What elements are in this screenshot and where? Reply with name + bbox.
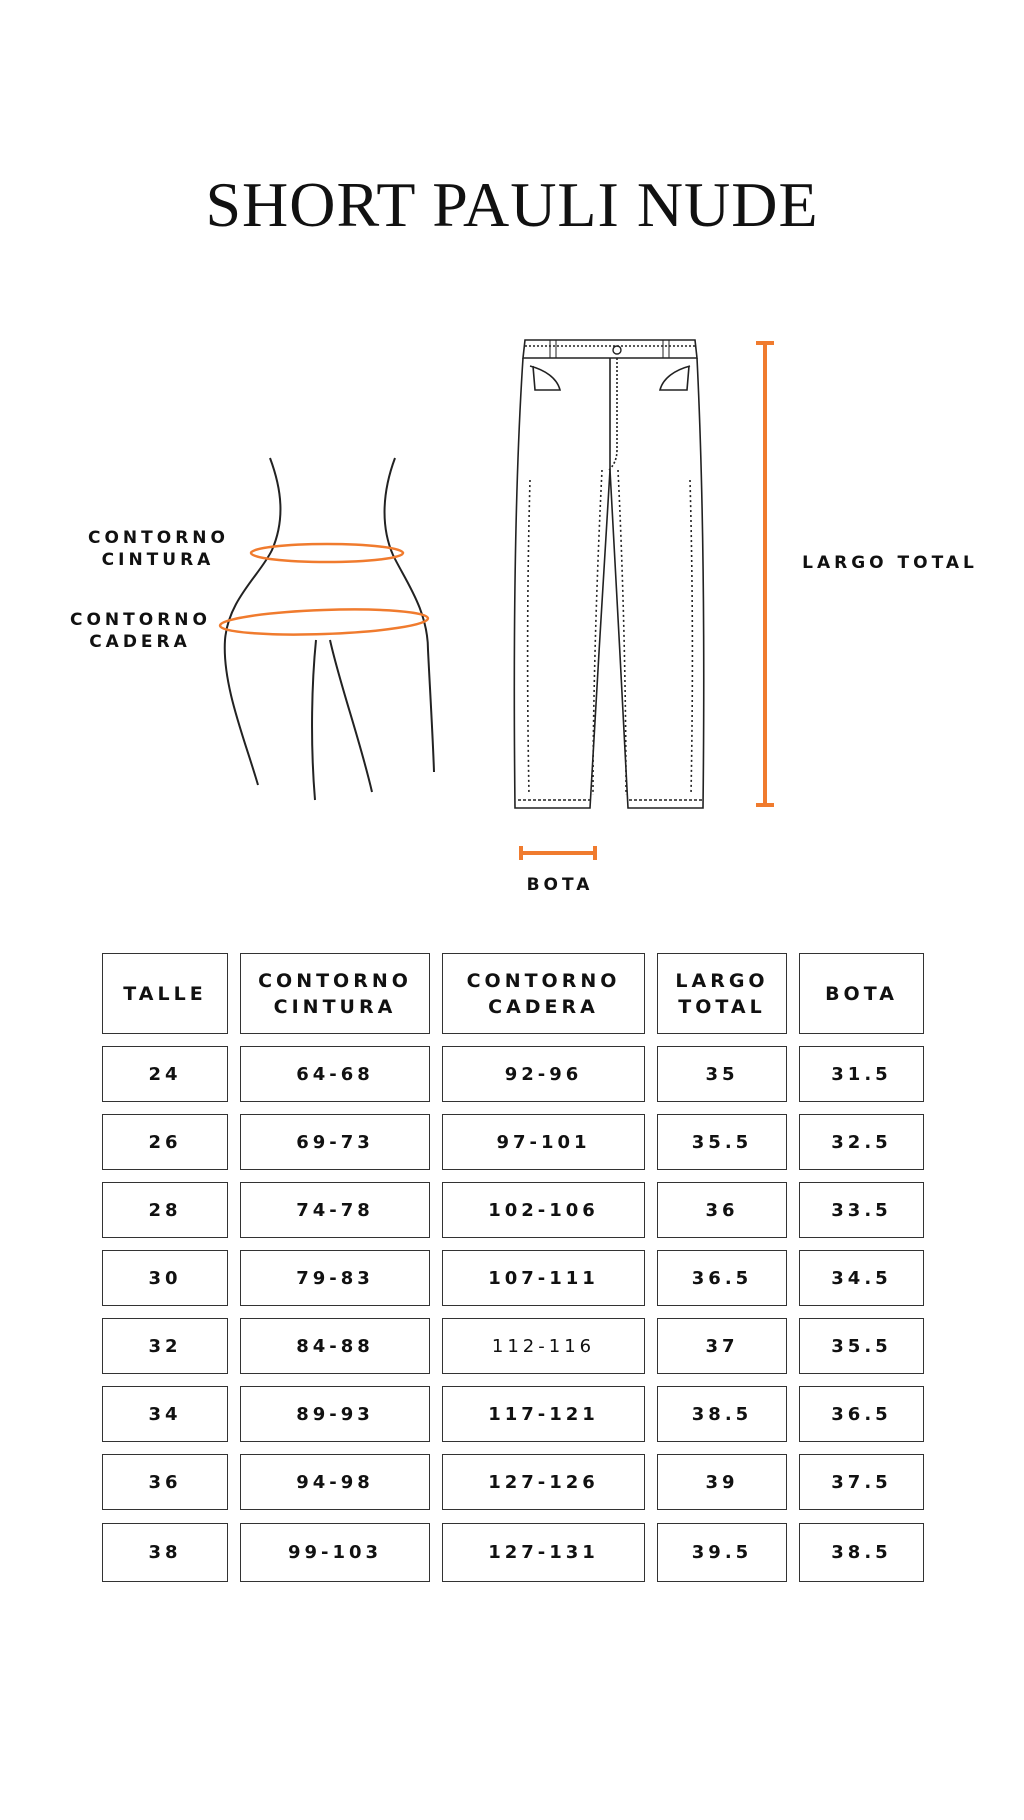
table-cell-contorno-cadera: 112-116 xyxy=(442,1318,645,1374)
table-cell-contorno-cintura: 94-98 xyxy=(240,1454,430,1510)
table-cell-largo-total: 39 xyxy=(657,1454,787,1510)
table-cell-talle: 30 xyxy=(102,1250,228,1306)
table-cell-contorno-cadera: 107-111 xyxy=(442,1250,645,1306)
table-cell-bota: 32.5 xyxy=(799,1114,924,1170)
table-cell-largo-total: 37 xyxy=(657,1318,787,1374)
header-cell-bota: BOTA xyxy=(799,953,924,1034)
table-cell-bota: 31.5 xyxy=(799,1046,924,1102)
header-cell-contorno-cadera: CONTORNO CADERA xyxy=(442,953,645,1034)
table-cell-contorno-cintura: 79-83 xyxy=(240,1250,430,1306)
table-cell-talle: 38 xyxy=(102,1523,228,1582)
header-cell-largo-total: LARGO TOTAL xyxy=(657,953,787,1034)
table-cell-talle: 34 xyxy=(102,1386,228,1442)
waist-measure-label: CONTORNO CINTURA xyxy=(88,528,229,570)
table-cell-largo-total: 35 xyxy=(657,1046,787,1102)
hem-measure-bar xyxy=(518,843,598,863)
page-title: SHORT PAULI NUDE xyxy=(205,169,819,240)
table-cell-bota: 38.5 xyxy=(799,1523,924,1582)
length-measure-label: LARGO TOTAL xyxy=(802,553,978,573)
table-cell-contorno-cintura: 99-103 xyxy=(240,1523,430,1582)
jeans-illustration xyxy=(505,330,725,815)
table-cell-talle: 36 xyxy=(102,1454,228,1510)
table-cell-contorno-cadera: 92-96 xyxy=(442,1046,645,1102)
table-cell-largo-total: 35.5 xyxy=(657,1114,787,1170)
table-cell-contorno-cadera: 127-131 xyxy=(442,1523,645,1582)
table-cell-talle: 32 xyxy=(102,1318,228,1374)
length-measure-bar xyxy=(750,340,780,810)
table-cell-contorno-cintura: 74-78 xyxy=(240,1182,430,1238)
table-cell-largo-total: 39.5 xyxy=(657,1523,787,1582)
header-cell-contorno-cintura: CONTORNO CINTURA xyxy=(240,953,430,1034)
table-cell-contorno-cintura: 89-93 xyxy=(240,1386,430,1442)
table-cell-bota: 36.5 xyxy=(799,1386,924,1442)
table-cell-bota: 35.5 xyxy=(799,1318,924,1374)
hem-measure-label: BOTA xyxy=(526,875,594,895)
table-cell-contorno-cintura: 64-68 xyxy=(240,1046,430,1102)
table-cell-largo-total: 36.5 xyxy=(657,1250,787,1306)
table-cell-bota: 34.5 xyxy=(799,1250,924,1306)
table-cell-contorno-cadera: 97-101 xyxy=(442,1114,645,1170)
table-cell-contorno-cintura: 69-73 xyxy=(240,1114,430,1170)
table-cell-contorno-cintura: 84-88 xyxy=(240,1318,430,1374)
table-cell-contorno-cadera: 102-106 xyxy=(442,1182,645,1238)
table-cell-talle: 28 xyxy=(102,1182,228,1238)
body-silhouette-illustration xyxy=(200,450,450,810)
hip-measure-label: CONTORNO CADERA xyxy=(70,610,211,652)
table-cell-talle: 24 xyxy=(102,1046,228,1102)
table-cell-largo-total: 38.5 xyxy=(657,1386,787,1442)
table-cell-talle: 26 xyxy=(102,1114,228,1170)
table-cell-bota: 33.5 xyxy=(799,1182,924,1238)
header-cell-talle: TALLE xyxy=(102,953,228,1034)
table-cell-contorno-cadera: 117-121 xyxy=(442,1386,645,1442)
table-cell-largo-total: 36 xyxy=(657,1182,787,1238)
table-cell-bota: 37.5 xyxy=(799,1454,924,1510)
table-cell-contorno-cadera: 127-126 xyxy=(442,1454,645,1510)
